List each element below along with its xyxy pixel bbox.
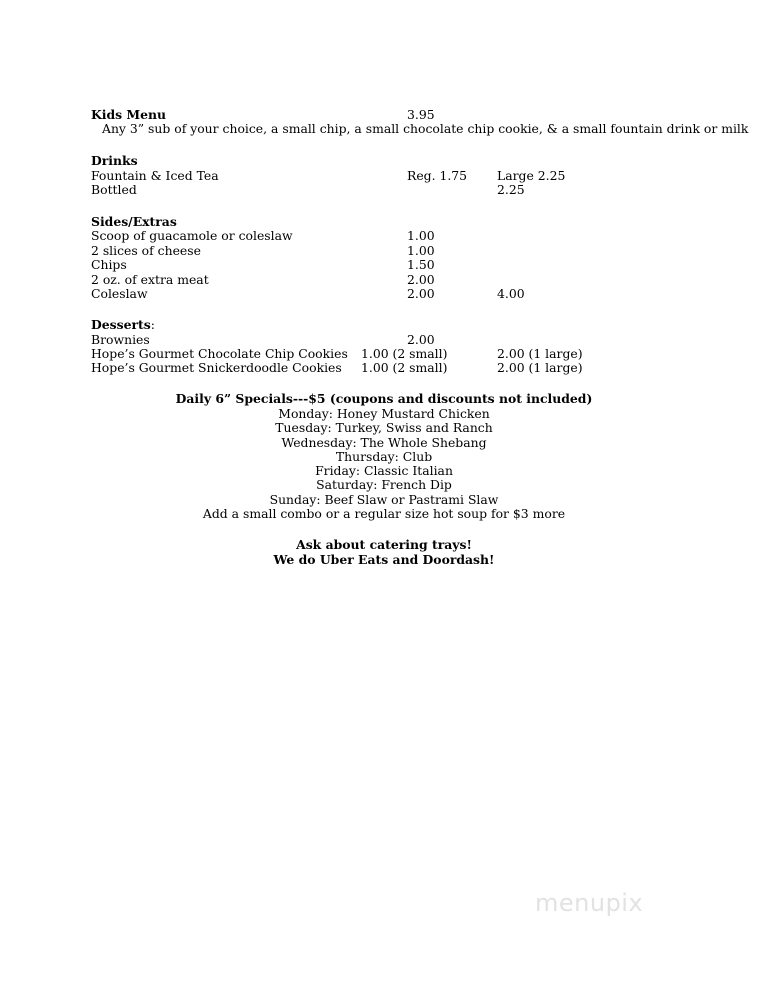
- dessert-item-name: Hope’s Gourmet Snickerdoodle Cookies: [91, 360, 342, 375]
- special-day: Friday: Classic Italian: [315, 463, 453, 478]
- specials-addon: Add a small combo or a regular size hot soup for $3 more: [202, 506, 566, 521]
- drink-item-name: Fountain & Iced Tea: [91, 168, 219, 183]
- dessert-item-name: Brownies: [91, 332, 150, 347]
- desserts-heading: [91, 318, 155, 332]
- side-item-name: Chips: [91, 257, 127, 272]
- special-day: Monday: Honey Mustard Chicken: [278, 406, 490, 421]
- side-item-price: 1.50: [407, 257, 435, 272]
- menupix-watermark: menupix: [535, 889, 644, 917]
- side-item-price: 1.00: [407, 243, 435, 258]
- side-item-price: 2.00: [407, 286, 435, 301]
- drink-item-price-regular: Reg. 1.75: [407, 168, 468, 183]
- side-item-name: 2 oz. of extra meat: [91, 272, 209, 287]
- side-item-price-large: 4.00: [497, 286, 525, 301]
- side-item-price: 1.00: [407, 228, 435, 243]
- drinks-title: Drinks: [91, 153, 138, 168]
- dessert-item-price-small: 1.00 (2 small): [361, 360, 448, 375]
- dessert-item-price-large: 2.00 (1 large): [497, 346, 583, 361]
- kids-menu-title: Kids Menu: [91, 107, 167, 122]
- sides-title: Sides/Extras: [91, 214, 177, 229]
- special-day: Tuesday: Turkey, Swiss and Ranch: [275, 420, 493, 435]
- side-item-name: Scoop of guacamole or coleslaw: [91, 228, 293, 243]
- drink-item-name: Bottled: [91, 182, 137, 197]
- special-day: Sunday: Beef Slaw or Pastrami Slaw: [269, 492, 499, 507]
- side-item-price: 2.00: [407, 272, 435, 287]
- kids-menu-price: 3.95: [407, 107, 435, 122]
- specials-title: Daily 6” Specials---$5 (coupons and discounts not included): [175, 391, 593, 406]
- dessert-item-name: Hope’s Gourmet Chocolate Chip Cookies: [91, 346, 348, 361]
- dessert-item-price: 2.00: [407, 332, 435, 347]
- catering-note: Ask about catering trays!: [296, 537, 472, 552]
- desserts-title: Desserts: [91, 317, 151, 332]
- drink-item-price-large: Large 2.25: [497, 168, 566, 183]
- desserts-colon: :: [150, 317, 155, 332]
- delivery-note: We do Uber Eats and Doordash!: [273, 552, 495, 567]
- special-day: Thursday: Club: [335, 449, 433, 464]
- special-day: Saturday: French Dip: [316, 477, 452, 492]
- side-item-name: Coleslaw: [91, 286, 148, 301]
- kids-menu-description: Any 3” sub of your choice, a small chip, a small chocolate chip cookie, & a small fountain drink or milk: [102, 121, 749, 136]
- special-day: Wednesday: The Whole Shebang: [281, 435, 487, 450]
- dessert-item-price-small: 1.00 (2 small): [361, 346, 448, 361]
- drink-item-price: 2.25: [497, 182, 525, 197]
- side-item-name: 2 slices of cheese: [91, 243, 201, 258]
- dessert-item-price-large: 2.00 (1 large): [497, 360, 583, 375]
